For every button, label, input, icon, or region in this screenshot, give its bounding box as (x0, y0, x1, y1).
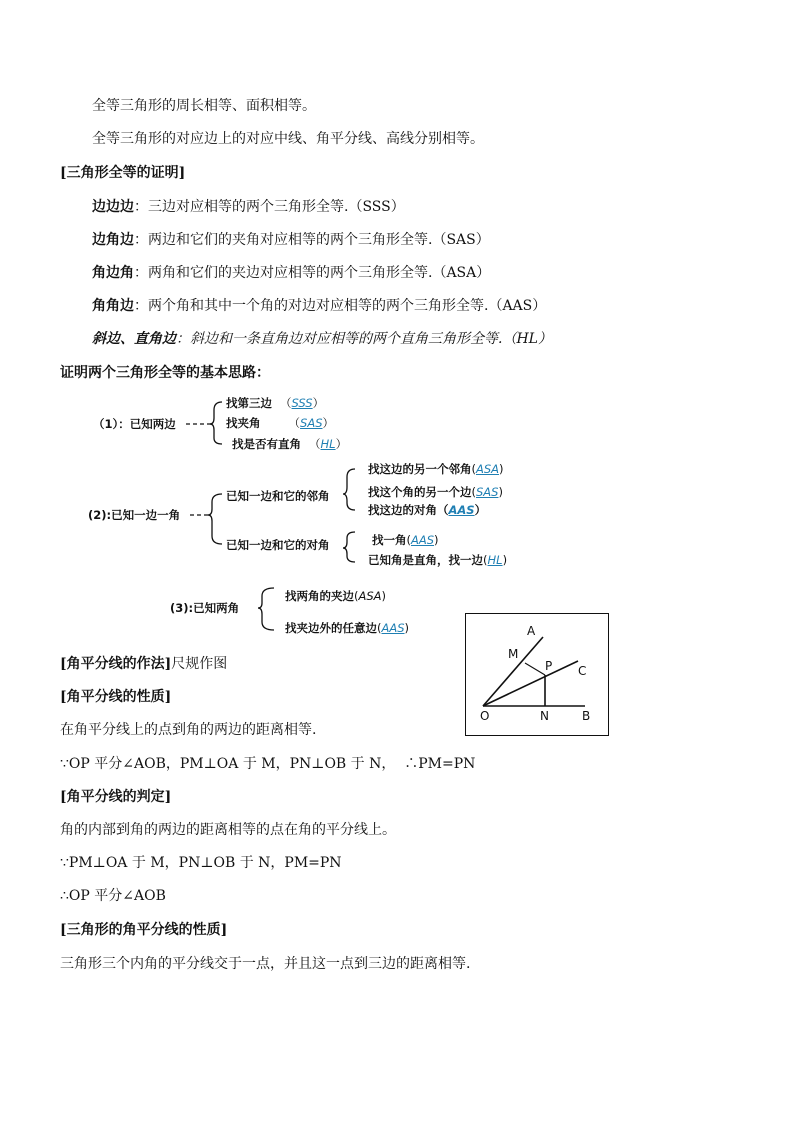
approach-heading: 证明两个三角形全等的基本思路： (60, 365, 270, 381)
construction-line (60, 654, 227, 674)
branch-text: 找夹边外的任意边 (285, 621, 377, 635)
branch-text: 找这边的另一个邻角 (368, 462, 472, 476)
judgement-heading: [角平分线的判定] (60, 789, 172, 805)
rule-name: 边角边 (92, 232, 134, 248)
case2-sub2-label: 已知一边和它的对角 (226, 538, 330, 552)
case2-sub1-branch-1: 找这边的另一个邻角(ASA) (368, 462, 504, 476)
case1-branch-2: 找夹角 （SAS） (226, 416, 334, 430)
proof-heading: [三角形全等的证明] (60, 165, 186, 181)
rule-name: 角角边 (92, 298, 134, 314)
branch-text: 已知角是直角，找一边 (368, 553, 483, 567)
rule-text: ：两角和它们的夹边对应相等的两个三角形全等.（ASA） (134, 265, 491, 281)
case3-branch-1: 找两角的夹边(ASA) (285, 589, 387, 603)
triangle-heading: [三角形的角平分线的性质] (60, 922, 228, 938)
rule-text: ：斜边和一条直角边对应相等的两个直角三角形全等.（HL） (176, 331, 552, 347)
rule-name: 角边角 (92, 265, 134, 281)
case2-sub1-branch-3: 找这边的对角（AAS） (368, 503, 487, 517)
case3-branch-2: 找夹边外的任意边(AAS) (285, 621, 410, 635)
branch-tag[interactable]: AAS (448, 503, 475, 517)
branch-tag[interactable]: SAS (300, 416, 323, 430)
construction-text: 尺规作图 (171, 656, 228, 672)
branch-text: 找这边的对角 (368, 503, 437, 517)
branch-text: 找两角的夹边 (285, 589, 354, 603)
rule-name: 斜边、直角边 (92, 331, 176, 347)
label-p: P (545, 659, 553, 673)
branch-tag[interactable]: HL (320, 437, 336, 451)
label-a: A (527, 624, 536, 638)
branch-tag[interactable]: AAS (381, 621, 405, 635)
property-text: 在角平分线上的点到角的两边的距离相等. (60, 722, 317, 738)
branch-tag[interactable]: ASA (476, 462, 500, 476)
rule-text: ：三边对应相等的两个三角形全等.（SSS） (134, 199, 405, 215)
label-m: M (508, 647, 519, 661)
label-c: C (578, 664, 587, 678)
case2-label: (2):已知一边一角 (88, 508, 181, 522)
case2-sub1-branch-2: 找这个角的另一个边(SAS) (368, 485, 503, 499)
property-heading: [角平分线的性质] (60, 689, 172, 705)
label-o: O (480, 709, 490, 723)
case3-label: (3):已知两角 (170, 601, 240, 615)
label-n: N (540, 709, 549, 723)
case2-sub2-branch-1: 找一角(AAS) (372, 533, 439, 547)
branch-tag[interactable]: HL (487, 553, 503, 567)
case2-sub2-branch-2: 已知角是直角，找一边(HL) (368, 553, 508, 567)
judgement-proof-1: ∵PM⊥OA 于 M，PN⊥OB 于 N，PM=PN (60, 855, 342, 871)
branch-text: 找第三边 (226, 396, 272, 410)
branch-tag: ASA (358, 589, 382, 603)
property-line-1: 全等三角形的周长相等、面积相等。 (92, 98, 316, 114)
branch-text: 找这个角的另一个边 (368, 485, 472, 499)
triangle-text: 三角形三个内角的平分线交于一点，并且这一点到三边的距离相等. (60, 956, 471, 972)
branch-text: 找一角 (372, 533, 407, 547)
branch-text: 找是否有直角 (232, 437, 301, 451)
branch-tag[interactable]: SSS (291, 396, 313, 410)
construction-heading: [角平分线的作法] (60, 656, 172, 672)
label-b: B (582, 709, 591, 723)
rule-name: 边边边 (92, 199, 134, 215)
property-proof: ∵OP 平分∠AOB，PM⊥OA 于 M，PN⊥OB 于 N， ∴PM=PN (60, 756, 476, 772)
case1-branch-1: 找第三边 （SSS） (226, 396, 325, 410)
angle-bisector-figure (465, 613, 609, 736)
branch-tag[interactable]: AAS (411, 533, 435, 547)
case1-label: （1）：已知两边 (93, 417, 176, 431)
judgement-text: 角的内部到角的两边的距离相等的点在角的平分线上。 (60, 822, 396, 838)
branch-text: 找夹角 (226, 416, 261, 430)
rule-text: ：两边和它们的夹角对应相等的两个三角形全等.（SAS） (134, 232, 490, 248)
rule-text: ：两个角和其中一个角的对边对应相等的两个三角形全等.（AAS） (134, 298, 547, 314)
property-line-2: 全等三角形的对应边上的对应中线、角平分线、高线分别相等。 (92, 131, 484, 147)
case1-branch-3: 找是否有直角 （HL） (232, 437, 348, 451)
judgement-proof-2: ∴OP 平分∠AOB (60, 888, 166, 904)
case2-sub1-label: 已知一边和它的邻角 (226, 489, 330, 503)
branch-tag[interactable]: SAS (476, 485, 499, 499)
